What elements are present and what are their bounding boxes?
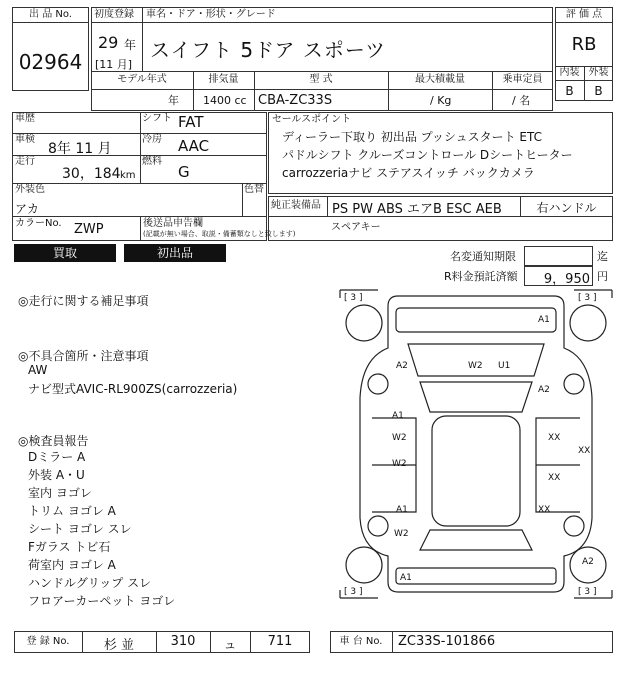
damage-mark: A2	[396, 361, 408, 371]
handle-side: 右ハンドル	[536, 201, 597, 215]
aftermarket-note: (記載が無い場合、取説・備蓄類なしと致します)	[143, 230, 296, 238]
car-name-label: 車名・ドア・形状・グレード	[146, 9, 276, 20]
history-label: 車歴	[15, 113, 35, 124]
inspector-item: シート ヨゴレ スレ	[28, 522, 132, 536]
defect-item: ナビ型式AVIC-RL900ZS(carrozzeria)	[28, 382, 238, 396]
mileage-unit: km	[120, 170, 136, 181]
exterior-color-value: アカ	[15, 202, 39, 216]
defects-title: ◎不具合箇所・注意事項	[18, 349, 149, 363]
interior-grade: B	[565, 84, 574, 98]
exterior-color-label: 外装色	[15, 184, 45, 195]
type-value: CBA-ZC33S	[258, 93, 333, 108]
diagram-corner-label: [ 3 ]	[344, 587, 363, 597]
inspector-item: トリム ヨゴレ A	[28, 504, 116, 518]
sales-point-line: ディーラー下取り 初出品 プッシュスタート ETC	[282, 130, 542, 144]
damage-mark: W2	[392, 433, 407, 443]
inspector-item: 荷室内 ヨゴレ A	[28, 558, 116, 572]
recycle-unit: 円	[597, 270, 608, 283]
car-name: スイフト 5ドア スポーツ	[150, 38, 387, 62]
type-label: 型 式	[309, 74, 333, 85]
color-no-value: ZWP	[74, 222, 104, 237]
damage-mark: XX	[548, 473, 561, 483]
damage-mark: XX	[578, 446, 591, 456]
aftermarket-label: 後送品申告欄	[143, 218, 203, 229]
damage-mark: XX	[548, 433, 561, 443]
first-reg-label: 初度登録	[94, 9, 134, 20]
inspector-title: ◎検査員報告	[18, 434, 89, 448]
sales-point-label: セールスポイント	[272, 114, 352, 125]
capacity-value: / 名	[512, 94, 531, 107]
name-change-unit: 迄	[597, 250, 608, 263]
genuine-label: 純正装備品	[271, 200, 321, 211]
damage-diagram	[338, 288, 614, 600]
shaken-value: 8年 11 月	[48, 141, 112, 157]
chassis-number: ZC33S-101866	[398, 634, 496, 649]
damage-mark: W2	[392, 459, 407, 469]
diagram-corner-label: [ 3 ]	[578, 587, 597, 597]
damage-mark: W2	[468, 361, 483, 371]
fuel-label: 燃料	[142, 156, 162, 167]
inspector-item: Dミラー A	[28, 450, 86, 464]
recycle-label: R料金預託済額	[444, 270, 518, 283]
defect-item: AW	[28, 363, 48, 377]
damage-mark: W2	[394, 529, 409, 539]
shift-value: FAT	[178, 113, 204, 131]
purchase-tab: 買取	[14, 244, 116, 262]
first-listing-tab: 初出品	[124, 244, 226, 262]
color-no-label: カラーNo.	[15, 218, 62, 229]
exterior-grade: B	[594, 84, 603, 98]
lot-number: 02964	[18, 50, 83, 74]
year-unit: 年	[124, 38, 137, 52]
damage-mark: A1	[392, 411, 404, 421]
interior-grade-label: 内装	[559, 67, 580, 78]
genuine-items: PS PW ABS エアB ESC AEB	[332, 202, 502, 217]
max-load-value: / Kg	[430, 94, 452, 107]
inspector-item: 外装 A・U	[28, 468, 85, 482]
model-year-unit: 年	[168, 94, 179, 107]
diagram-corner-label: [ 3 ]	[344, 293, 363, 303]
mileage-label: 走行	[15, 156, 35, 167]
damage-mark: A1	[400, 573, 412, 583]
running-notes-title: ◎走行に関する補足事項	[18, 294, 149, 308]
damage-mark: A2	[538, 385, 550, 395]
diagram-corner-label: [ 3 ]	[578, 293, 597, 303]
damage-mark: A1	[538, 315, 550, 325]
displacement-label: 排気量	[208, 74, 239, 85]
shaken-label: 車検	[15, 134, 35, 145]
damage-mark: XX	[538, 505, 551, 515]
damage-mark: A1	[396, 505, 408, 515]
grade-label: 評 価 点	[565, 9, 603, 20]
first-reg-year: 29	[98, 33, 119, 52]
mileage-value: 30，184	[62, 166, 121, 182]
displacement-value: 1400 cc	[203, 94, 247, 107]
ac-value: AAC	[178, 137, 210, 155]
chassis-label: 車 台 No.	[339, 636, 383, 647]
name-change-box	[524, 246, 593, 266]
name-change-label: 名変通知期限	[450, 250, 516, 263]
inspector-item: 室内 ヨゴレ	[28, 486, 92, 500]
exterior-grade-label: 外装	[588, 67, 609, 78]
inspector-item: Fガラス トビ石	[28, 540, 111, 554]
ac-label: 冷房	[142, 134, 162, 145]
registration-label: 登 録 No.	[26, 636, 70, 647]
registration-area: 杉 並	[103, 638, 135, 653]
registration-number: 711	[267, 634, 293, 649]
inspector-item: フロアーカーペット ヨゴレ	[28, 594, 176, 608]
fuel-value: G	[178, 163, 190, 181]
sales-point-line: パドルシフト クルーズコントロール Dシートヒーター	[282, 148, 573, 162]
overall-grade: RB	[571, 34, 597, 55]
sales-point-line: carrozzeriaナビ ステアスイッチ バックカメラ	[282, 166, 535, 180]
max-load-label: 最大積載量	[415, 74, 465, 85]
color-change-label: 色替	[244, 184, 264, 195]
registration-kana: ュ	[223, 638, 237, 653]
first-reg-month: [11 月]	[95, 58, 133, 71]
spare-key: スペアキー	[331, 222, 381, 233]
damage-mark: A2	[582, 557, 594, 567]
inspector-item: ハンドルグリップ スレ	[28, 576, 152, 590]
capacity-label: 乗車定員	[502, 74, 543, 85]
lot-label: 出 品 No.	[29, 9, 72, 20]
registration-class: 310	[170, 634, 196, 649]
model-year-label: モデル年式	[117, 74, 167, 85]
recycle-value: 9，950	[543, 272, 590, 287]
damage-mark: U1	[498, 361, 511, 371]
shift-label: シフト	[142, 113, 172, 124]
